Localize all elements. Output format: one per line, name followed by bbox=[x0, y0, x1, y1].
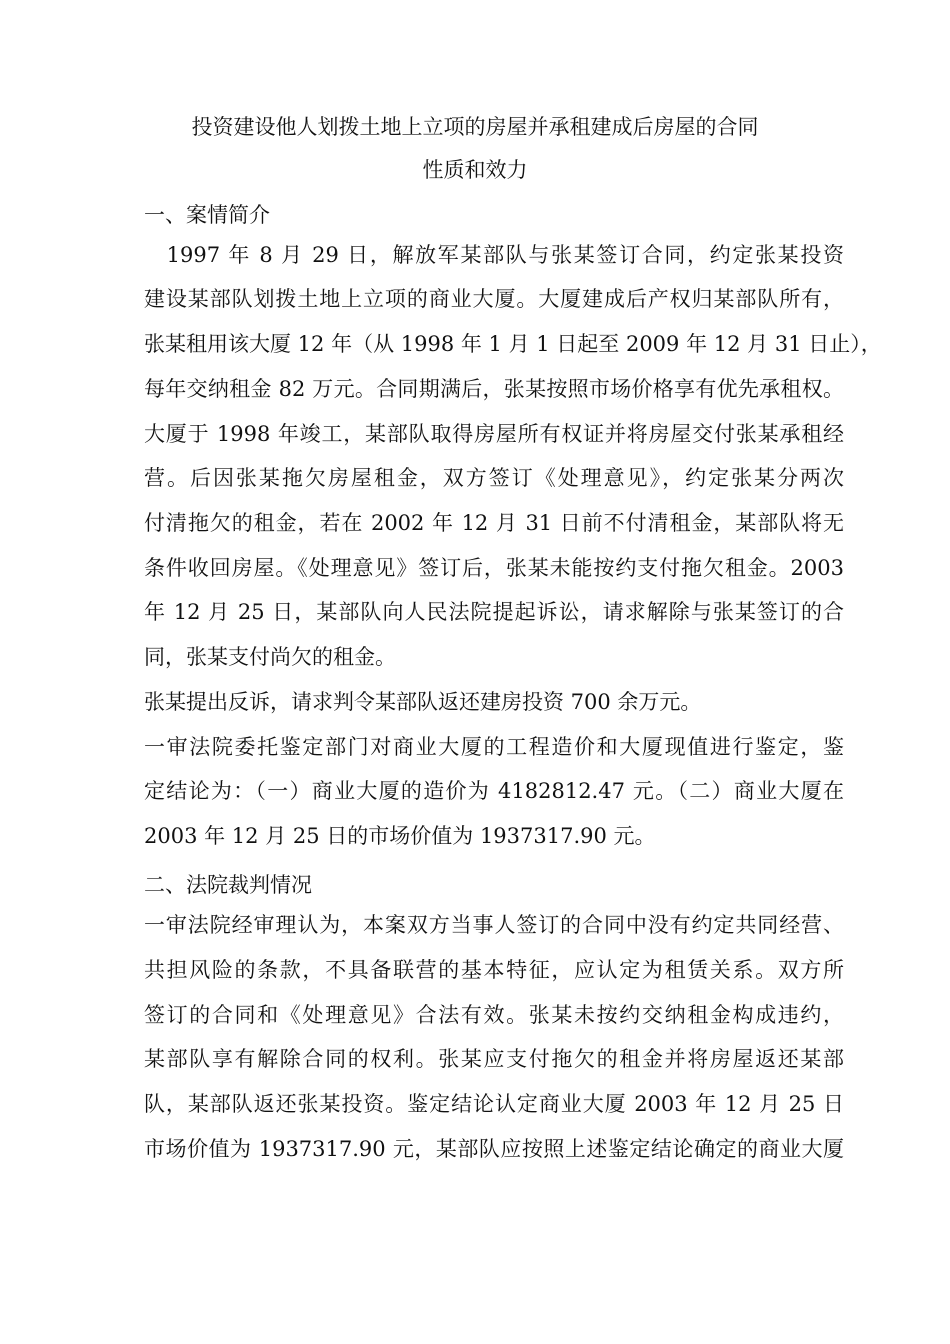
paragraph-line: 队，某部队返还张某投资。鉴定结论认定商业大厦 2003 年 12 月 25 日 bbox=[144, 1092, 844, 1116]
document-title-line-2: 性质和效力 bbox=[422, 158, 528, 182]
paragraph-line: 1997 年 8 月 29 日，解放军某部队与张某签订合同，约定张某投资 bbox=[144, 243, 844, 267]
paragraph-line: 付清拖欠的租金，若在 2002 年 12 月 31 日前不付清租金，某部队将无 bbox=[144, 511, 844, 535]
section-heading-case-summary: 一、案情简介 bbox=[144, 203, 270, 227]
section-heading-court-judgment: 二、法院裁判情况 bbox=[144, 873, 312, 897]
paragraph-line: 张某租用该大厦 12 年（从 1998 年 1 月 1 日起至 2009 年 12 月 31 日止）， bbox=[144, 332, 882, 356]
paragraph-line: 每年交纳租金 82 万元。合同期满后，张某按照市场价格享有优先承租权。 bbox=[144, 377, 844, 401]
paragraph-line: 大厦于 1998 年竣工，某部队取得房屋所有权证并将房屋交付张某承租经 bbox=[144, 422, 844, 446]
paragraph-line: 某部队享有解除合同的权利。张某应支付拖欠的租金并将房屋返还某部 bbox=[144, 1047, 844, 1071]
document-title-line-1: 投资建设他人划拨土地上立项的房屋并承租建成后房屋的合同 bbox=[191, 115, 759, 139]
paragraph-line: 市场价值为 1937317.90 元，某部队应按照上述鉴定结论确定的商业大厦 bbox=[144, 1137, 844, 1161]
paragraph-line: 年 12 月 25 日，某部队向人民法院提起诉讼，请求解除与张某签订的合 bbox=[144, 600, 844, 624]
paragraph-line: 条件收回房屋。《处理意见》签订后，张某未能按约支付拖欠租金。2003 bbox=[144, 556, 844, 580]
paragraph-line: 2003 年 12 月 25 日的市场价值为 1937317.90 元。 bbox=[144, 824, 656, 848]
paragraph-line: 建设某部队划拨土地上立项的商业大厦。大厦建成后产权归某部队所有， bbox=[144, 287, 844, 311]
paragraph-line: 张某提出反诉，请求判令某部队返还建房投资 700 余万元。 bbox=[144, 690, 702, 714]
paragraph-line: 同，张某支付尚欠的租金。 bbox=[144, 645, 396, 669]
paragraph-line: 共担风险的条款，不具备联营的基本特征，应认定为租赁关系。双方所 bbox=[144, 958, 844, 982]
paragraph-line: 定结论为：（一）商业大厦的造价为 4182812.47 元。（二）商业大厦在 bbox=[144, 779, 844, 803]
paragraph-line: 一审法院经审理认为，本案双方当事人签订的合同中没有约定共同经营、 bbox=[144, 913, 844, 937]
paragraph-line: 营。后因张某拖欠房屋租金，双方签订《处理意见》，约定张某分两次 bbox=[144, 466, 844, 490]
paragraph-line: 一审法院委托鉴定部门对商业大厦的工程造价和大厦现值进行鉴定，鉴 bbox=[144, 735, 844, 759]
paragraph-line: 签订的合同和《处理意见》合法有效。张某未按约交纳租金构成违约， bbox=[144, 1003, 844, 1027]
